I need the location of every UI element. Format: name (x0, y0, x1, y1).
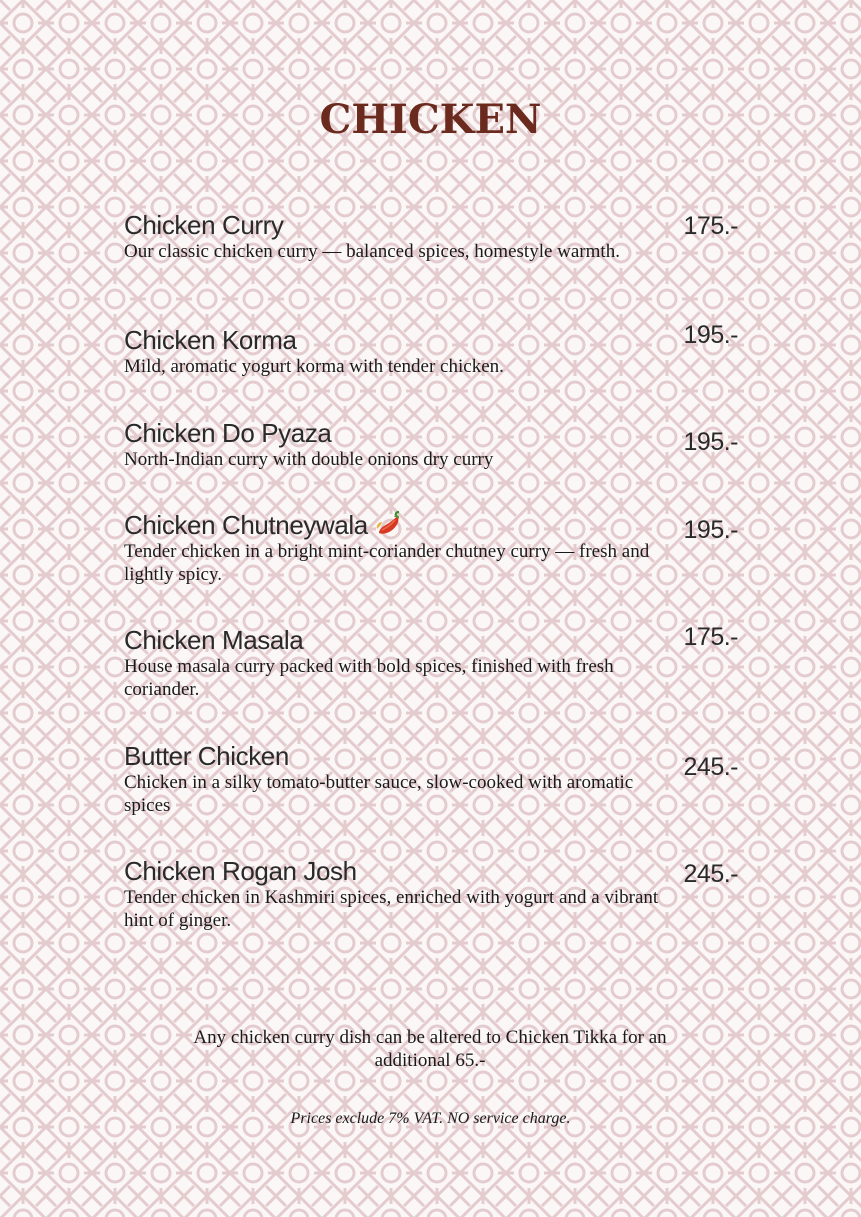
tikka-note: Any chicken curry dish can be altered to Chicken Tikka for an additional 65.- (193, 1027, 667, 1071)
item-name-text: Chicken Chutneywala (124, 510, 368, 540)
item-description: Tender chicken in Kashmiri spices, enriched with yogurt and a vibrant hint of ginger. (124, 887, 659, 931)
menu-item (124, 210, 738, 263)
menu-item (124, 856, 738, 932)
menu-item (124, 321, 738, 378)
item-description: Mild, aromatic yogurt korma with tender chicken. (124, 356, 504, 377)
item-description: Our classic chicken curry — balanced spices, homestyle warmth. (124, 241, 620, 262)
item-name: Chicken Masala (124, 625, 304, 655)
item-price: 245.- (683, 860, 738, 888)
menu-item (124, 510, 738, 586)
item-price: 195.- (683, 321, 738, 349)
item-name: Chicken Korma (124, 325, 297, 355)
item-price: 195.- (683, 428, 738, 456)
item-name (124, 510, 738, 540)
item-price: 245.- (683, 753, 738, 781)
chili-pepper-icon (374, 511, 402, 537)
item-name: Butter Chicken (124, 741, 289, 771)
menu-item (124, 418, 738, 471)
vat-note: Prices exclude 7% VAT. NO service charge. (290, 1110, 571, 1127)
item-price: 175.- (683, 212, 738, 240)
item-description: House masala curry packed with bold spices, finished with fresh coriander. (124, 656, 614, 700)
menu-item (124, 625, 738, 701)
item-name: Chicken Curry (124, 210, 284, 240)
item-description: North-Indian curry with double onions dry curry (124, 449, 494, 470)
item-price: 195.- (683, 516, 738, 544)
menu-item (124, 741, 738, 817)
item-name: Chicken Do Pyaza (124, 418, 332, 448)
item-description: Chicken in a silky tomato-butter sauce, slow-cooked with aromatic spices (124, 772, 634, 816)
page-title: CHICKEN (319, 96, 542, 143)
item-price: 175.- (683, 623, 738, 651)
item-description: Tender chicken in a bright mint-coriander chutney curry — fresh and lightly spicy. (124, 541, 650, 585)
item-name: Chicken Rogan Josh (124, 856, 357, 886)
